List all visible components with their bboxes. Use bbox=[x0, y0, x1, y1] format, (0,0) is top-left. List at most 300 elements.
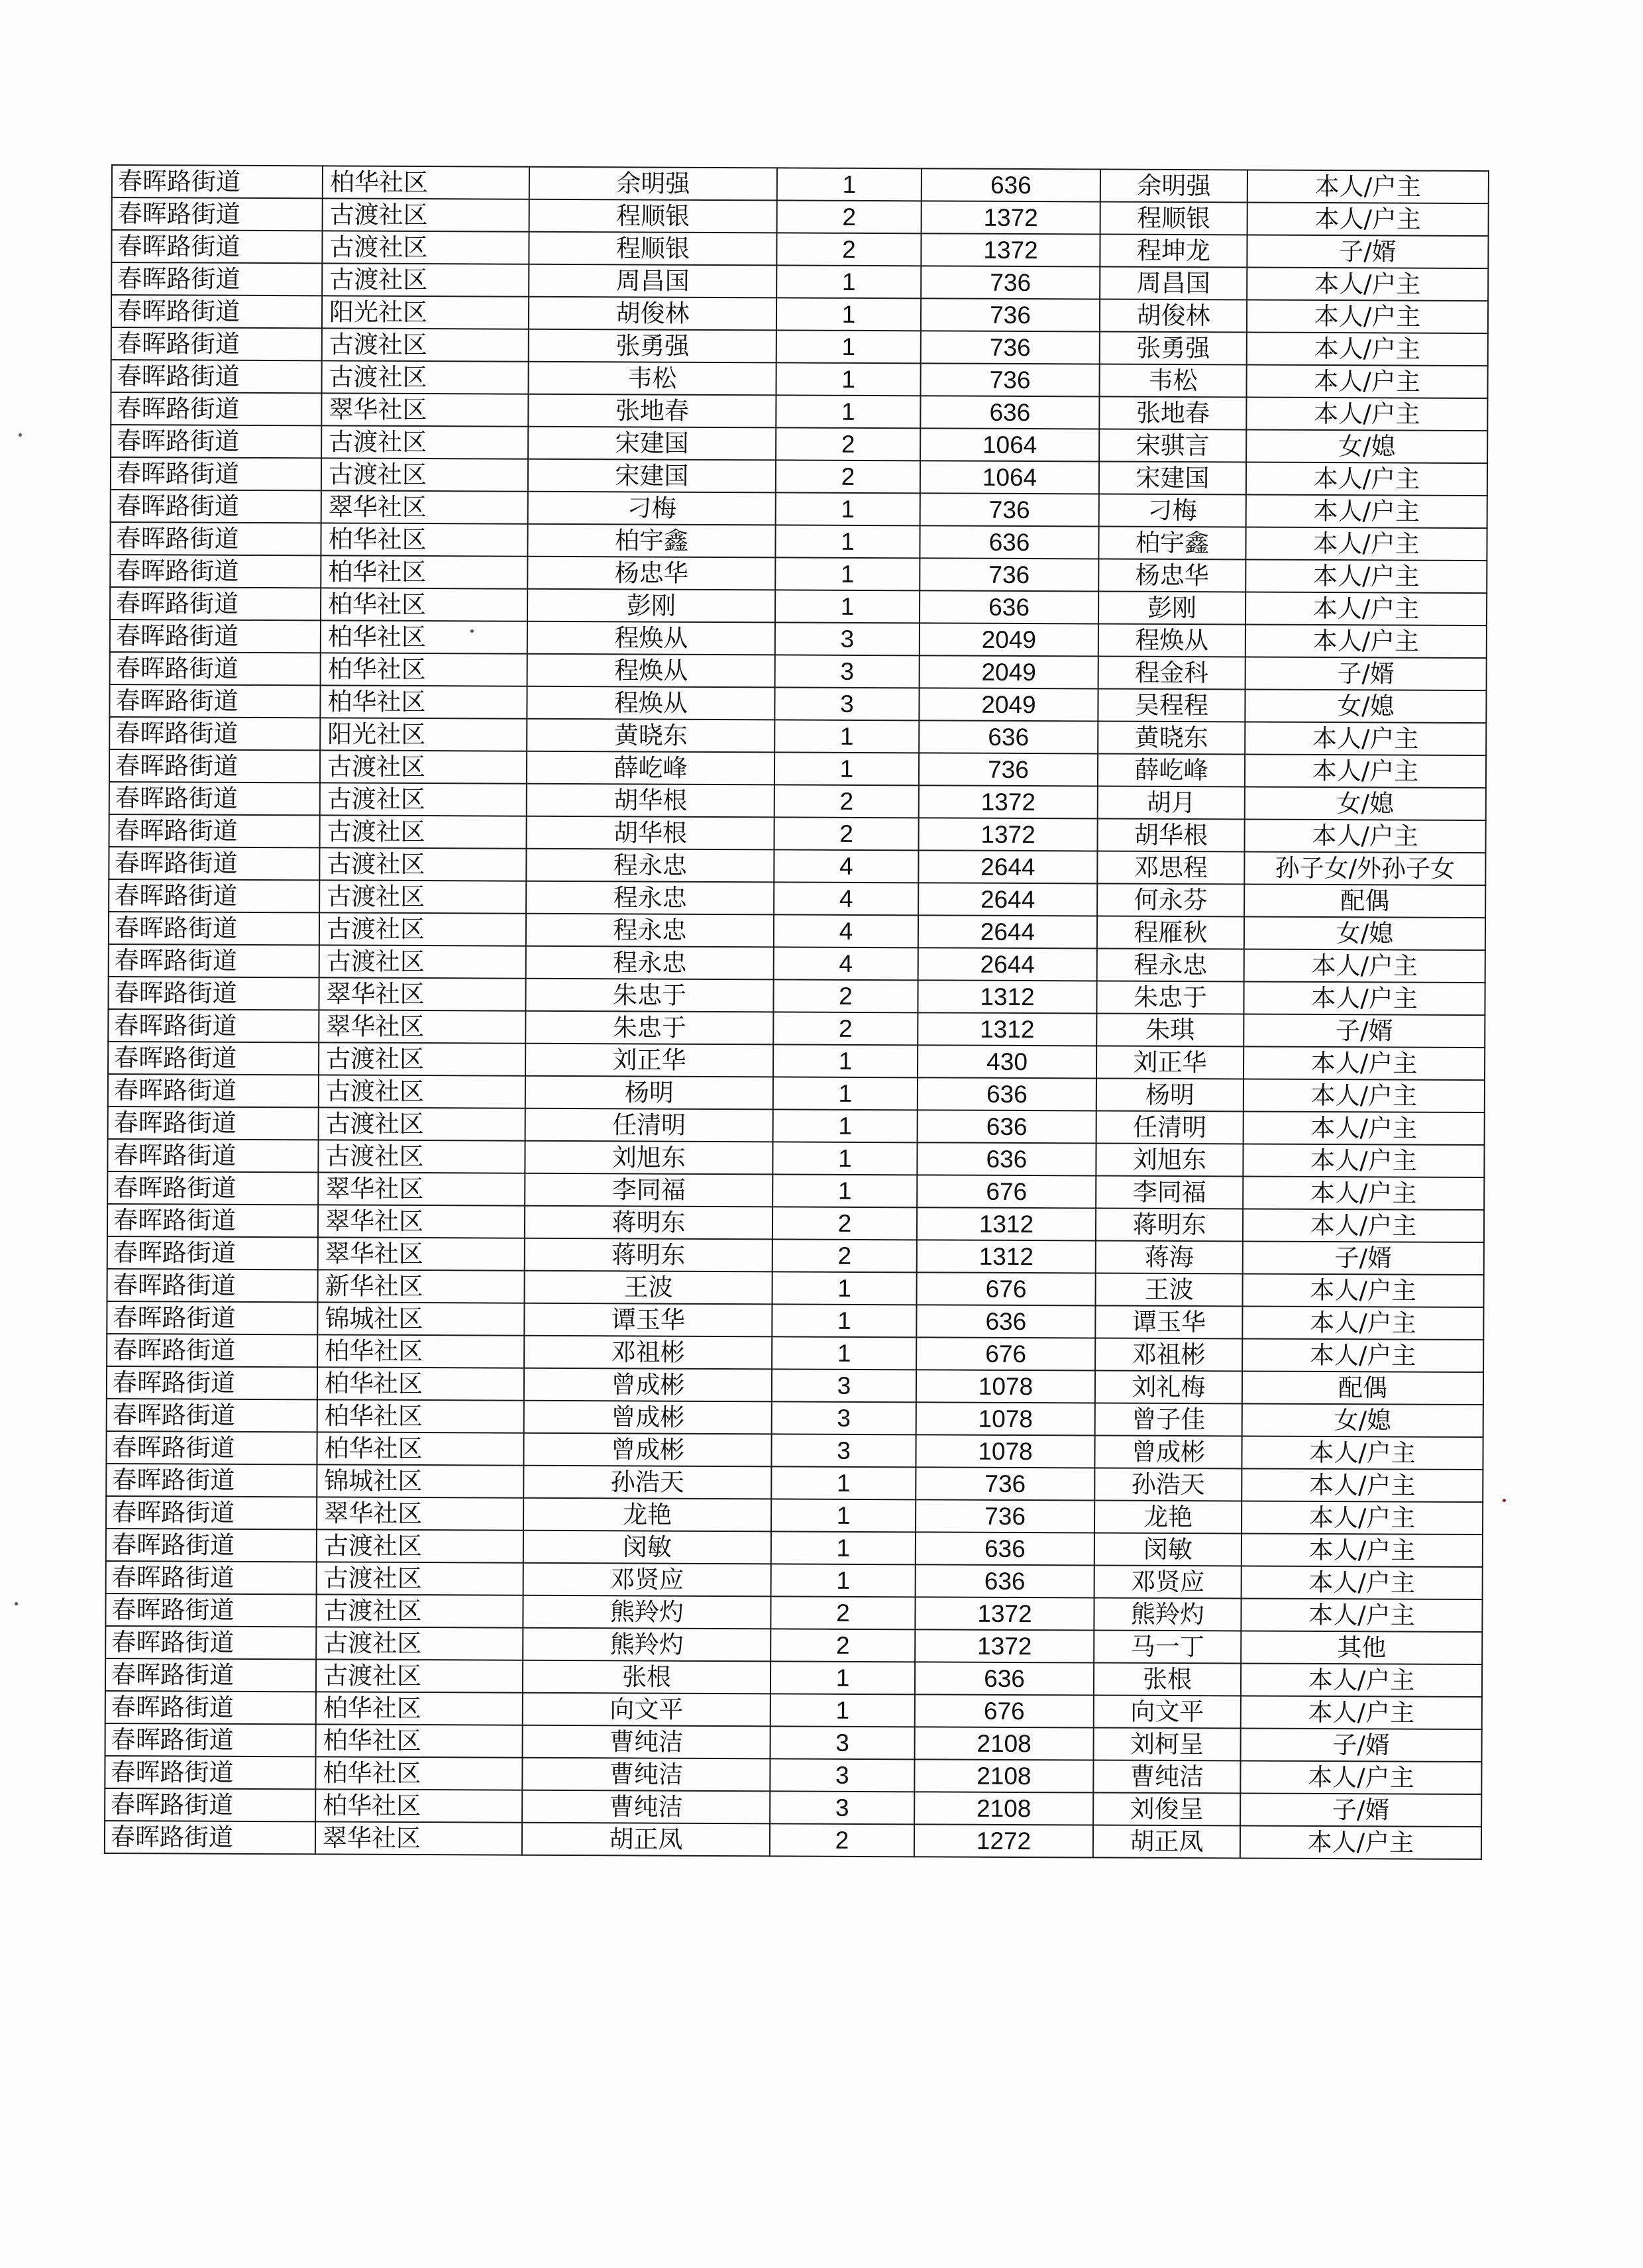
scan-speck bbox=[15, 1602, 18, 1605]
relation-cell: 本人/户主 bbox=[1244, 949, 1485, 983]
household-head-cell: 曹纯洁 bbox=[523, 1725, 770, 1759]
household-size-cell: 1 bbox=[775, 525, 920, 558]
table-row bbox=[105, 1723, 1482, 1762]
household-head-cell: 柏宇鑫 bbox=[527, 524, 775, 558]
household-size-cell: 1 bbox=[771, 1531, 916, 1564]
table-row bbox=[109, 912, 1485, 950]
amount-cell: 1312 bbox=[918, 1012, 1096, 1046]
amount-cell: 736 bbox=[916, 1499, 1094, 1533]
household-head-cell: 谭玉华 bbox=[524, 1303, 772, 1337]
household-head-cell: 张地春 bbox=[528, 394, 776, 428]
household-size-cell: 3 bbox=[775, 655, 920, 688]
amount-cell: 1372 bbox=[922, 201, 1100, 234]
household-size-cell: 2 bbox=[772, 1239, 917, 1272]
street-cell: 春晖路街道 bbox=[111, 457, 321, 490]
household-size-cell: 1 bbox=[772, 1336, 916, 1370]
street-cell: 春晖路街道 bbox=[107, 1334, 317, 1367]
household-head-cell: 熊羚灼 bbox=[523, 1628, 770, 1662]
household-size-cell: 3 bbox=[775, 622, 920, 655]
street-cell: 春晖路街道 bbox=[110, 555, 321, 588]
household-head-cell: 程顺银 bbox=[529, 199, 777, 233]
table-row bbox=[107, 1236, 1484, 1275]
amount-cell: 736 bbox=[916, 1467, 1094, 1500]
member-name-cell: 曾成彬 bbox=[1094, 1435, 1242, 1468]
household-head-cell: 韦松 bbox=[528, 362, 776, 396]
member-name-cell: 熊羚灼 bbox=[1094, 1597, 1241, 1631]
household-head-cell: 曾成彬 bbox=[523, 1433, 771, 1467]
member-name-cell: 程金科 bbox=[1098, 657, 1246, 690]
member-name-cell: 周昌国 bbox=[1100, 267, 1247, 300]
community-cell: 柏华社区 bbox=[315, 1789, 522, 1822]
table-row bbox=[111, 327, 1488, 366]
relation-cell: 本人/户主 bbox=[1247, 267, 1488, 301]
community-cell: 古渡社区 bbox=[319, 880, 526, 913]
street-cell: 春晖路街道 bbox=[109, 912, 319, 945]
household-size-cell: 2 bbox=[774, 817, 918, 850]
relation-cell: 女/媳 bbox=[1242, 1403, 1483, 1437]
table-row bbox=[107, 1301, 1483, 1340]
street-cell: 春晖路街道 bbox=[111, 230, 322, 263]
street-cell: 春晖路街道 bbox=[107, 1236, 318, 1269]
household-size-cell: 4 bbox=[774, 882, 918, 915]
table-row bbox=[108, 1009, 1485, 1048]
amount-cell: 2108 bbox=[914, 1759, 1093, 1792]
relation-cell: 本人/户主 bbox=[1241, 1663, 1482, 1697]
table-row bbox=[105, 1691, 1482, 1729]
household-head-cell: 闵敏 bbox=[523, 1531, 771, 1564]
street-cell: 春晖路街道 bbox=[111, 360, 321, 393]
relation-cell: 本人/户主 bbox=[1246, 364, 1487, 398]
amount-cell: 1064 bbox=[920, 460, 1099, 494]
member-name-cell: 胡正凤 bbox=[1093, 1825, 1240, 1858]
household-size-cell: 1 bbox=[775, 590, 920, 623]
community-cell: 柏华社区 bbox=[317, 1399, 524, 1432]
amount-cell: 636 bbox=[919, 720, 1098, 753]
member-name-cell: 刘礼梅 bbox=[1095, 1370, 1242, 1403]
amount-cell: 676 bbox=[917, 1175, 1096, 1208]
community-cell: 古渡社区 bbox=[322, 263, 529, 296]
household-head-cell: 刘正华 bbox=[525, 1044, 773, 1077]
street-cell: 春晖路街道 bbox=[107, 1204, 318, 1237]
member-name-cell: 余明强 bbox=[1100, 170, 1247, 203]
relation-cell: 本人/户主 bbox=[1243, 1176, 1484, 1210]
community-cell: 柏华社区 bbox=[321, 555, 527, 588]
table-row bbox=[110, 652, 1487, 690]
amount-cell: 676 bbox=[916, 1337, 1095, 1370]
relation-cell: 本人/户主 bbox=[1242, 1306, 1483, 1340]
amount-cell: 1078 bbox=[916, 1370, 1095, 1403]
relation-cell: 子/婿 bbox=[1246, 657, 1487, 690]
household-size-cell: 1 bbox=[773, 1044, 918, 1077]
household-head-cell: 张根 bbox=[523, 1660, 770, 1694]
community-cell: 柏华社区 bbox=[321, 620, 527, 653]
table-row bbox=[109, 814, 1486, 853]
household-head-cell: 程焕从 bbox=[527, 621, 775, 655]
household-size-cell: 1 bbox=[772, 1174, 917, 1207]
member-name-cell: 黄晓东 bbox=[1098, 722, 1245, 755]
household-size-cell: 2 bbox=[774, 784, 919, 818]
household-head-cell: 朱忠于 bbox=[525, 979, 773, 1012]
household-head-cell: 朱忠于 bbox=[525, 1011, 773, 1045]
table-row bbox=[111, 295, 1488, 333]
member-name-cell: 蒋海 bbox=[1096, 1240, 1243, 1273]
relation-cell: 女/媳 bbox=[1245, 786, 1486, 820]
community-cell: 古渡社区 bbox=[322, 328, 529, 361]
relation-cell: 本人/户主 bbox=[1244, 981, 1485, 1015]
community-cell: 古渡社区 bbox=[317, 1562, 523, 1595]
household-size-cell: 3 bbox=[770, 1791, 914, 1824]
household-head-cell: 邓祖彬 bbox=[524, 1336, 772, 1370]
community-cell: 锦城社区 bbox=[317, 1302, 524, 1335]
scan-speck bbox=[19, 433, 22, 437]
member-name-cell: 曾子佳 bbox=[1095, 1403, 1242, 1436]
street-cell: 春晖路街道 bbox=[108, 977, 319, 1010]
household-size-cell: 1 bbox=[776, 492, 920, 525]
household-size-cell: 1 bbox=[771, 1466, 916, 1499]
community-cell: 翠华社区 bbox=[321, 490, 528, 523]
street-cell: 春晖路街道 bbox=[105, 1626, 316, 1659]
table-row bbox=[111, 490, 1487, 528]
amount-cell: 676 bbox=[915, 1694, 1094, 1727]
street-cell: 春晖路街道 bbox=[105, 1691, 316, 1724]
member-name-cell: 朱忠于 bbox=[1096, 981, 1244, 1014]
street-cell: 春晖路街道 bbox=[109, 717, 320, 750]
member-name-cell: 杨忠华 bbox=[1098, 559, 1246, 592]
household-head-cell: 程永忠 bbox=[526, 849, 774, 883]
amount-cell: 2049 bbox=[920, 623, 1098, 656]
household-size-cell: 4 bbox=[774, 947, 918, 980]
member-name-cell: 邓贤应 bbox=[1094, 1565, 1242, 1598]
member-name-cell: 刘旭东 bbox=[1096, 1144, 1243, 1177]
relation-cell: 本人/户主 bbox=[1242, 1468, 1483, 1502]
community-cell: 古渡社区 bbox=[319, 1042, 525, 1075]
community-cell: 古渡社区 bbox=[320, 783, 527, 816]
household-size-cell: 1 bbox=[776, 330, 921, 363]
relation-cell: 本人/户主 bbox=[1246, 592, 1487, 625]
household-head-cell: 曾成彬 bbox=[524, 1368, 772, 1402]
member-name-cell: 任清明 bbox=[1096, 1111, 1244, 1144]
household-size-cell: 2 bbox=[773, 979, 918, 1012]
amount-cell: 1372 bbox=[915, 1629, 1094, 1662]
household-head-cell: 杨忠华 bbox=[527, 557, 775, 590]
relation-cell: 本人/户主 bbox=[1241, 1598, 1482, 1632]
amount-cell: 2108 bbox=[915, 1727, 1094, 1760]
community-cell: 古渡社区 bbox=[321, 425, 528, 459]
household-head-cell: 黄晓东 bbox=[527, 719, 774, 753]
table-row bbox=[108, 1042, 1485, 1080]
street-cell: 春晖路街道 bbox=[109, 879, 319, 912]
street-cell: 春晖路街道 bbox=[109, 814, 320, 847]
member-name-cell: 谭玉华 bbox=[1095, 1305, 1242, 1338]
relation-cell: 本人/户主 bbox=[1246, 462, 1487, 496]
relation-cell: 本人/户主 bbox=[1245, 722, 1486, 755]
amount-cell: 2108 bbox=[914, 1792, 1093, 1825]
community-cell: 古渡社区 bbox=[319, 847, 526, 881]
household-size-cell: 1 bbox=[773, 1109, 918, 1142]
community-cell: 柏华社区 bbox=[320, 685, 527, 718]
community-cell: 翠华社区 bbox=[318, 1205, 525, 1238]
record-table-body bbox=[105, 165, 1489, 1859]
amount-cell: 1372 bbox=[919, 785, 1098, 818]
household-head-cell: 邓贤应 bbox=[523, 1563, 771, 1597]
table-row bbox=[109, 944, 1485, 983]
household-head-cell: 宋建国 bbox=[528, 427, 776, 460]
relation-cell: 本人/户主 bbox=[1242, 1501, 1483, 1535]
amount-cell: 736 bbox=[919, 753, 1098, 786]
street-cell: 春晖路街道 bbox=[106, 1496, 317, 1529]
relation-cell: 子/婿 bbox=[1244, 1014, 1485, 1048]
household-size-cell: 2 bbox=[777, 200, 922, 233]
member-name-cell: 刘柯呈 bbox=[1094, 1727, 1241, 1760]
amount-cell: 636 bbox=[916, 1305, 1095, 1338]
table-row bbox=[109, 684, 1486, 723]
amount-cell: 736 bbox=[921, 266, 1100, 299]
community-cell: 柏华社区 bbox=[321, 523, 527, 556]
amount-cell: 1312 bbox=[917, 1207, 1096, 1240]
amount-cell: 636 bbox=[915, 1662, 1094, 1695]
amount-cell: 736 bbox=[921, 298, 1100, 331]
household-head-cell: 任清明 bbox=[525, 1108, 773, 1142]
household-size-cell: 2 bbox=[773, 1012, 918, 1045]
table-row bbox=[105, 1756, 1481, 1794]
table-row bbox=[111, 392, 1487, 431]
record-table bbox=[104, 164, 1489, 1860]
household-size-cell: 1 bbox=[775, 557, 920, 590]
amount-cell: 736 bbox=[920, 363, 1099, 396]
table-row bbox=[107, 1139, 1484, 1177]
household-size-cell: 3 bbox=[772, 1369, 916, 1402]
table-row bbox=[106, 1464, 1483, 1502]
household-size-cell: 1 bbox=[777, 168, 922, 201]
household-size-cell: 1 bbox=[771, 1499, 916, 1532]
household-head-cell: 刁梅 bbox=[528, 492, 776, 525]
amount-cell: 2644 bbox=[918, 947, 1097, 981]
household-head-cell: 薛屹峰 bbox=[527, 751, 774, 785]
relation-cell: 本人/户主 bbox=[1247, 170, 1489, 203]
member-name-cell: 朱琪 bbox=[1096, 1014, 1244, 1047]
household-head-cell: 程永忠 bbox=[526, 914, 774, 947]
member-name-cell: 薛屹峰 bbox=[1098, 754, 1245, 787]
community-cell: 古渡社区 bbox=[319, 1107, 525, 1140]
street-cell: 春晖路街道 bbox=[111, 425, 321, 458]
relation-cell: 本人/户主 bbox=[1244, 819, 1485, 853]
household-head-cell: 曹纯洁 bbox=[522, 1758, 770, 1792]
amount-cell: 1372 bbox=[921, 233, 1100, 266]
table-row bbox=[105, 1626, 1482, 1664]
table-row bbox=[106, 1496, 1483, 1535]
street-cell: 春晖路街道 bbox=[111, 295, 322, 328]
community-cell: 古渡社区 bbox=[321, 360, 528, 394]
member-name-cell: 胡华根 bbox=[1097, 819, 1244, 852]
amount-cell: 2049 bbox=[920, 655, 1098, 688]
community-cell: 柏华社区 bbox=[316, 1692, 523, 1725]
table-row bbox=[110, 555, 1487, 593]
household-size-cell: 1 bbox=[772, 1271, 917, 1305]
table-row bbox=[109, 749, 1486, 788]
table-row bbox=[112, 165, 1489, 203]
table-row bbox=[106, 1431, 1483, 1470]
household-size-cell: 2 bbox=[776, 233, 921, 266]
household-size-cell: 1 bbox=[770, 1694, 915, 1727]
community-cell: 古渡社区 bbox=[320, 750, 527, 783]
table-row bbox=[107, 1334, 1483, 1372]
household-size-cell: 3 bbox=[772, 1401, 916, 1434]
community-cell: 柏华社区 bbox=[317, 1367, 524, 1400]
relation-cell: 本人/户主 bbox=[1247, 202, 1489, 236]
amount-cell: 1078 bbox=[916, 1402, 1095, 1435]
relation-cell: 配偶 bbox=[1242, 1371, 1483, 1405]
community-cell: 古渡社区 bbox=[322, 231, 529, 264]
community-cell: 柏华社区 bbox=[321, 588, 527, 621]
household-head-cell: 蒋明东 bbox=[525, 1238, 772, 1272]
member-name-cell: 张地春 bbox=[1099, 397, 1246, 430]
member-name-cell: 刘正华 bbox=[1096, 1046, 1244, 1079]
street-cell: 春晖路街道 bbox=[106, 1431, 317, 1464]
table-row bbox=[108, 977, 1485, 1015]
relation-cell: 本人/户主 bbox=[1246, 494, 1487, 528]
street-cell: 春晖路街道 bbox=[105, 1821, 315, 1854]
relation-cell: 本人/户主 bbox=[1242, 1566, 1483, 1599]
table-row bbox=[107, 1269, 1484, 1307]
relation-cell: 配偶 bbox=[1244, 884, 1485, 918]
relation-cell: 本人/户主 bbox=[1246, 624, 1487, 658]
community-cell: 翠华社区 bbox=[318, 1172, 525, 1205]
amount-cell: 636 bbox=[920, 590, 1098, 623]
community-cell: 翠华社区 bbox=[321, 393, 528, 426]
relation-cell: 本人/户主 bbox=[1244, 1111, 1485, 1145]
street-cell: 春晖路街道 bbox=[111, 262, 322, 296]
member-name-cell: 张根 bbox=[1094, 1662, 1241, 1696]
amount-cell: 2644 bbox=[918, 915, 1097, 948]
amount-cell: 1372 bbox=[915, 1597, 1094, 1630]
member-name-cell: 邓思程 bbox=[1097, 851, 1244, 885]
household-size-cell: 2 bbox=[770, 1823, 914, 1857]
member-name-cell: 张勇强 bbox=[1100, 332, 1247, 365]
community-cell: 阳光社区 bbox=[322, 296, 529, 329]
relation-cell: 本人/户主 bbox=[1241, 1696, 1482, 1729]
household-size-cell: 3 bbox=[774, 687, 919, 720]
household-head-cell: 胡俊林 bbox=[529, 297, 776, 331]
community-cell: 古渡社区 bbox=[316, 1659, 523, 1692]
street-cell: 春晖路街道 bbox=[111, 392, 321, 425]
table-row bbox=[107, 1366, 1483, 1405]
relation-cell: 本人/户主 bbox=[1243, 1209, 1484, 1242]
table-row bbox=[111, 360, 1487, 398]
community-cell: 阳光社区 bbox=[320, 718, 527, 751]
community-cell: 翠华社区 bbox=[319, 1010, 525, 1043]
member-name-cell: 马一丁 bbox=[1094, 1630, 1241, 1663]
table-row bbox=[111, 425, 1487, 463]
table-row bbox=[110, 522, 1487, 561]
table-row bbox=[109, 879, 1485, 918]
household-head-cell: 胡华根 bbox=[527, 784, 774, 818]
street-cell: 春晖路街道 bbox=[110, 522, 321, 555]
community-cell: 柏华社区 bbox=[323, 166, 529, 199]
member-name-cell: 宋建国 bbox=[1099, 462, 1246, 495]
table-row bbox=[111, 457, 1487, 496]
household-size-cell: 3 bbox=[770, 1758, 914, 1792]
household-size-cell: 1 bbox=[771, 1564, 916, 1597]
amount-cell: 676 bbox=[917, 1272, 1096, 1305]
household-size-cell: 1 bbox=[776, 265, 921, 298]
member-name-cell: 何永芬 bbox=[1097, 884, 1244, 917]
amount-cell: 636 bbox=[918, 1077, 1096, 1110]
table-row bbox=[107, 1171, 1484, 1210]
member-name-cell: 柏宇鑫 bbox=[1098, 527, 1246, 560]
amount-cell: 1064 bbox=[920, 428, 1099, 461]
member-name-cell: 李同福 bbox=[1096, 1176, 1243, 1209]
table-row bbox=[112, 197, 1489, 236]
street-cell: 春晖路街道 bbox=[109, 847, 319, 880]
member-name-cell: 孙浩天 bbox=[1094, 1468, 1242, 1501]
household-head-cell: 李同福 bbox=[525, 1173, 772, 1207]
relation-cell: 本人/户主 bbox=[1242, 1338, 1483, 1372]
household-size-cell: 1 bbox=[774, 752, 919, 785]
amount-cell: 1372 bbox=[918, 818, 1097, 851]
street-cell: 春晖路街道 bbox=[105, 1593, 316, 1627]
household-head-cell: 程永忠 bbox=[526, 881, 774, 915]
member-name-cell: 程雁秋 bbox=[1097, 916, 1244, 949]
street-cell: 春晖路街道 bbox=[112, 165, 323, 198]
community-cell: 翠华社区 bbox=[315, 1821, 522, 1855]
community-cell: 古渡社区 bbox=[323, 198, 529, 231]
street-cell: 春晖路街道 bbox=[106, 1464, 317, 1497]
street-cell: 春晖路街道 bbox=[110, 620, 321, 653]
relation-cell: 本人/户主 bbox=[1247, 299, 1488, 333]
household-size-cell: 1 bbox=[776, 297, 921, 331]
relation-cell: 本人/户主 bbox=[1244, 1046, 1485, 1080]
relation-cell: 女/媳 bbox=[1245, 689, 1486, 723]
street-cell: 春晖路街道 bbox=[111, 490, 321, 523]
scan-speck bbox=[470, 629, 474, 633]
household-size-cell: 1 bbox=[773, 1077, 918, 1110]
street-cell: 春晖路街道 bbox=[107, 1366, 317, 1399]
table-row bbox=[105, 1593, 1482, 1632]
member-name-cell: 程顺银 bbox=[1100, 202, 1247, 235]
household-head-cell: 杨明 bbox=[525, 1076, 773, 1110]
member-name-cell: 程永忠 bbox=[1097, 949, 1244, 982]
household-head-cell: 龙艳 bbox=[523, 1498, 771, 1532]
street-cell: 春晖路街道 bbox=[109, 684, 320, 718]
street-cell: 春晖路街道 bbox=[106, 1561, 317, 1594]
street-cell: 春晖路街道 bbox=[107, 1399, 317, 1432]
member-name-cell: 蒋明东 bbox=[1096, 1208, 1243, 1241]
street-cell: 春晖路街道 bbox=[112, 197, 323, 231]
community-cell: 古渡社区 bbox=[316, 1594, 523, 1627]
community-cell: 古渡社区 bbox=[318, 1140, 525, 1173]
amount-cell: 736 bbox=[920, 558, 1098, 591]
member-name-cell: 向文平 bbox=[1094, 1695, 1241, 1728]
relation-cell: 本人/户主 bbox=[1242, 1533, 1483, 1567]
member-name-cell: 龙艳 bbox=[1094, 1500, 1242, 1533]
community-cell: 柏华社区 bbox=[315, 1756, 522, 1790]
table-row bbox=[105, 1788, 1481, 1827]
table-row bbox=[107, 1204, 1484, 1242]
household-head-cell: 胡正凤 bbox=[522, 1823, 770, 1857]
community-cell: 柏华社区 bbox=[317, 1334, 524, 1368]
amount-cell: 2049 bbox=[919, 688, 1098, 721]
community-cell: 柏华社区 bbox=[317, 1432, 523, 1465]
household-size-cell: 1 bbox=[772, 1142, 917, 1175]
community-cell: 古渡社区 bbox=[321, 458, 528, 491]
relation-cell: 女/媳 bbox=[1244, 916, 1485, 950]
amount-cell: 736 bbox=[921, 331, 1100, 364]
household-head-cell: 孙浩天 bbox=[523, 1466, 771, 1499]
amount-cell: 636 bbox=[920, 525, 1098, 559]
table-row bbox=[110, 620, 1487, 658]
household-head-cell: 程焕从 bbox=[527, 686, 774, 720]
community-cell: 翠华社区 bbox=[317, 1497, 523, 1530]
